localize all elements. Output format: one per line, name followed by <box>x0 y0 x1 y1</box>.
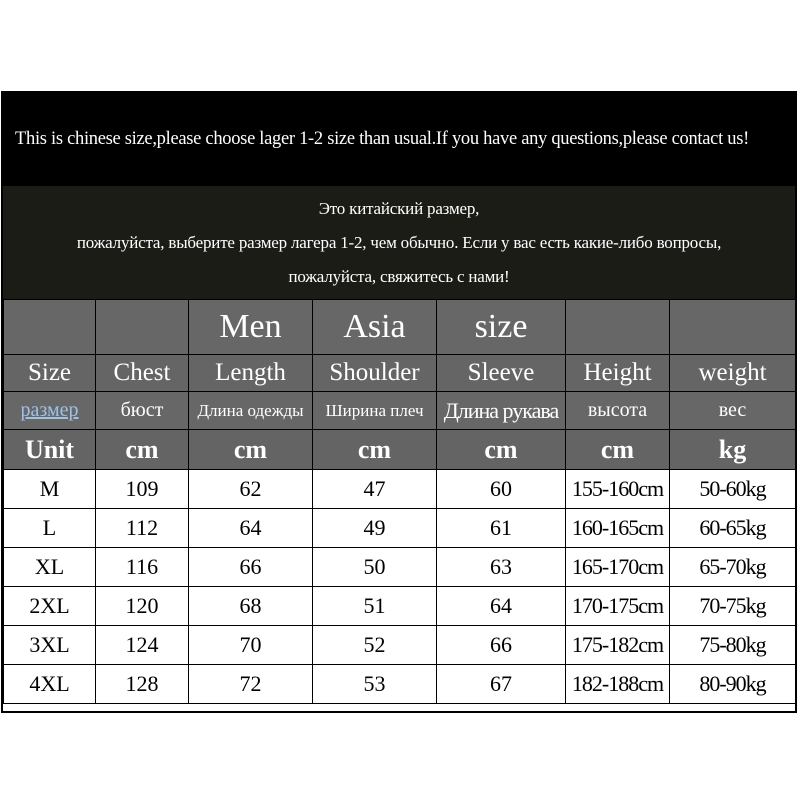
cell-size: XL <box>4 548 96 587</box>
russian-notice-line-1: Это китайский размер, <box>318 198 480 218</box>
cell-weight: 80-90kg <box>670 665 796 704</box>
header-weight: weight <box>670 355 796 392</box>
title-word-men: Men <box>189 300 313 355</box>
size-chart-frame <box>1 91 797 713</box>
table-title-row <box>4 300 796 355</box>
title-word-size: size <box>437 300 566 355</box>
cell-shoulder: 53 <box>313 665 437 704</box>
cell-shoulder: 52 <box>313 626 437 665</box>
table-row <box>4 509 796 548</box>
cell-height: 165-170cm <box>566 548 670 587</box>
table-row <box>4 587 796 626</box>
cell-sleeve: 60 <box>437 470 566 509</box>
title-word-asia: Asia <box>313 300 437 355</box>
english-notice-banner: This is chinese size,please choose lager 1-2 size than usual.If you have any questions,please contact us! <box>3 93 795 186</box>
cell-shoulder: 47 <box>313 470 437 509</box>
cell-sleeve: 67 <box>437 665 566 704</box>
cell-height: 170-175cm <box>566 587 670 626</box>
header-ru-weight: вес <box>670 392 796 430</box>
title-cell-empty <box>96 300 189 355</box>
header-ru-sleeve: Длина рукава <box>437 392 566 430</box>
cell-length: 70 <box>189 626 313 665</box>
cell-chest: 109 <box>96 470 189 509</box>
unit-label: Unit <box>4 430 96 470</box>
cell-size: 2XL <box>4 587 96 626</box>
cell-height: 182-188cm <box>566 665 670 704</box>
cell-height: 175-182cm <box>566 626 670 665</box>
header-ru-shoulder: Ширина плеч <box>313 392 437 430</box>
size-table <box>3 299 796 704</box>
header-height: Height <box>566 355 670 392</box>
cell-chest: 116 <box>96 548 189 587</box>
cell-chest: 128 <box>96 665 189 704</box>
table-row <box>4 665 796 704</box>
header-ru-chest: бюст <box>96 392 189 430</box>
cell-weight: 65-70kg <box>670 548 796 587</box>
header-sleeve: Sleeve <box>437 355 566 392</box>
title-cell-empty <box>4 300 96 355</box>
header-ru-length: Длина одежды <box>189 392 313 430</box>
cell-length: 62 <box>189 470 313 509</box>
russian-notice-banner <box>3 186 795 299</box>
cell-sleeve: 63 <box>437 548 566 587</box>
header-chest: Chest <box>96 355 189 392</box>
cell-size: L <box>4 509 96 548</box>
cell-length: 72 <box>189 665 313 704</box>
header-row-russian <box>4 392 796 430</box>
unit-length: cm <box>189 430 313 470</box>
size-data-rows <box>4 470 796 704</box>
header-length: Length <box>189 355 313 392</box>
cell-length: 64 <box>189 509 313 548</box>
cell-sleeve: 66 <box>437 626 566 665</box>
header-shoulder: Shoulder <box>313 355 437 392</box>
russian-notice-line-2: пожалуйста, выберите размер лагера 1-2, чем обычно. Если у вас есть какие-либо вопросы, <box>76 232 722 252</box>
unit-sleeve: cm <box>437 430 566 470</box>
table-row <box>4 626 796 665</box>
unit-shoulder: cm <box>313 430 437 470</box>
header-ru-height: высота <box>566 392 670 430</box>
cell-chest: 124 <box>96 626 189 665</box>
table-row <box>4 470 796 509</box>
cell-chest: 120 <box>96 587 189 626</box>
cell-length: 66 <box>189 548 313 587</box>
header-ru-size-link[interactable]: размер <box>4 392 96 430</box>
header-size: Size <box>4 355 96 392</box>
cell-sleeve: 61 <box>437 509 566 548</box>
cell-height: 160-165cm <box>566 509 670 548</box>
cell-size: 4XL <box>4 665 96 704</box>
unit-row <box>4 430 796 470</box>
table-row <box>4 548 796 587</box>
cell-size: 3XL <box>4 626 96 665</box>
header-row-english <box>4 355 796 392</box>
unit-height: cm <box>566 430 670 470</box>
cell-weight: 60-65kg <box>670 509 796 548</box>
unit-weight: kg <box>670 430 796 470</box>
title-cell-empty <box>566 300 670 355</box>
cell-chest: 112 <box>96 509 189 548</box>
unit-chest: cm <box>96 430 189 470</box>
cell-height: 155-160cm <box>566 470 670 509</box>
cell-weight: 50-60kg <box>670 470 796 509</box>
cell-weight: 70-75kg <box>670 587 796 626</box>
cell-shoulder: 50 <box>313 548 437 587</box>
cell-size: M <box>4 470 96 509</box>
cell-sleeve: 64 <box>437 587 566 626</box>
cell-weight: 75-80kg <box>670 626 796 665</box>
cell-shoulder: 51 <box>313 587 437 626</box>
title-cell-empty <box>670 300 796 355</box>
cell-shoulder: 49 <box>313 509 437 548</box>
cell-length: 68 <box>189 587 313 626</box>
russian-notice-line-3: пожалуйста, свяжитесь с нами! <box>288 266 510 286</box>
